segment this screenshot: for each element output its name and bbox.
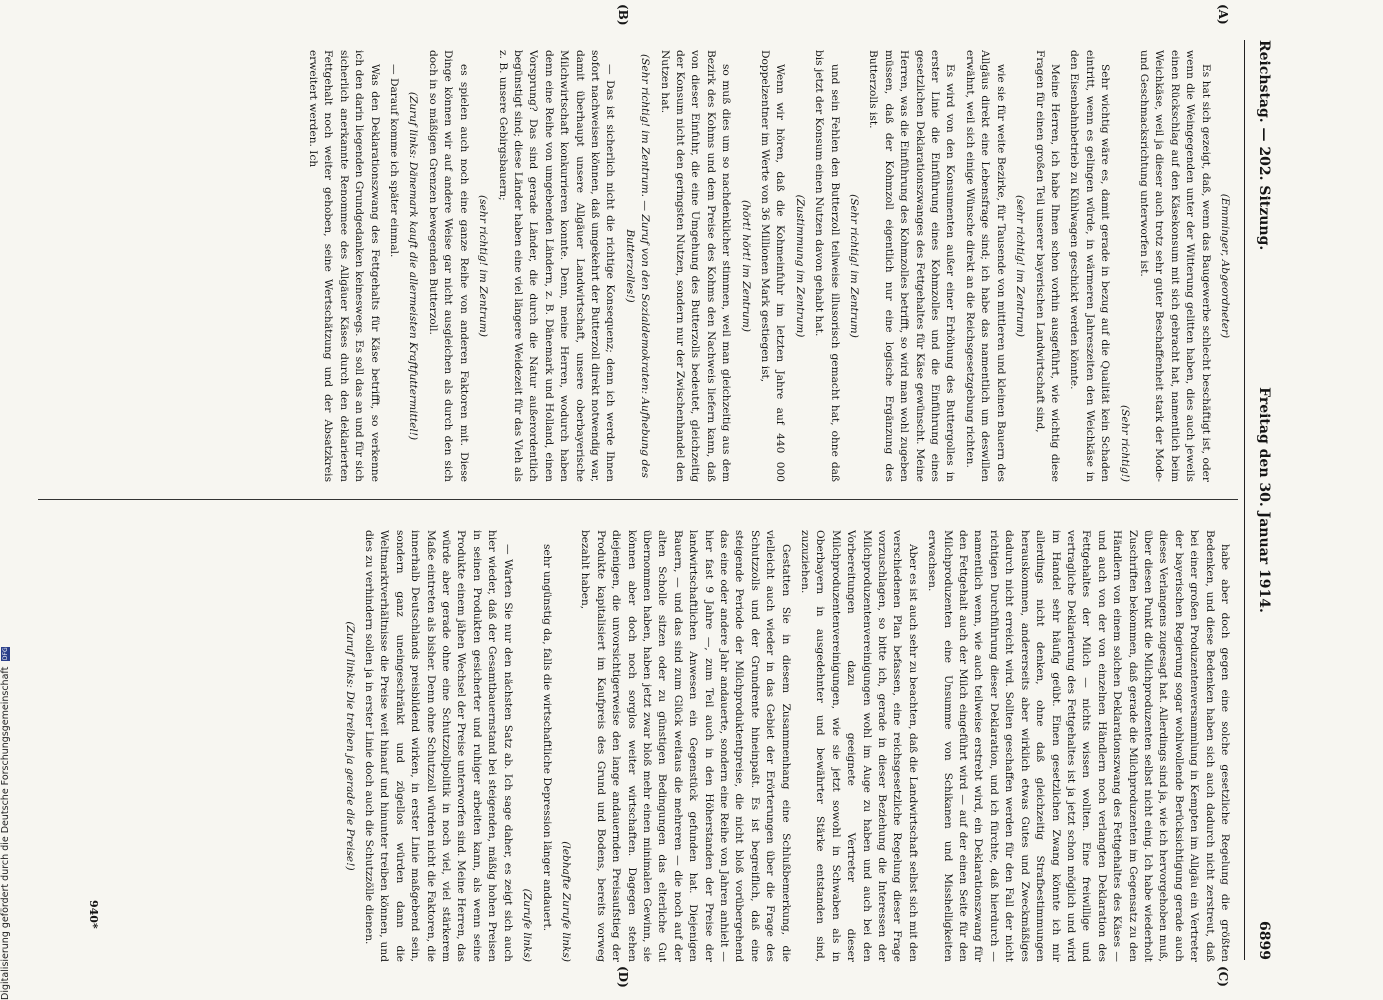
- credit-text: Digitalisierung gefördert durch die Deutsche Forschungsgemeinschaft: [0, 666, 11, 1000]
- paragraph: Meine Herren, ich habe Ihnen schon vorhin ausgeführt, wie wichtig diese Fragen für einen großen Teil unserer bayerischen Landwirtschaft sind,: [1033, 50, 1061, 482]
- paragraph: — Darauf komme ich später einmal.: [388, 64, 401, 258]
- paragraph: Es wird von den Konsumenten außer einer Erhöhung des Buttergolles in erster Linie die Einführung eines Kohmzolles und die Einführung eines gesetzlichen Deklarationszwanges des Fettgehaltes für Käse gewünscht. Meine Herren, was die Einführung des Kohmzolles betrifft, so wird man wohl zugeben müssen, daß der Kohmzoll eigentlich nur eine logische Ergänzung des Butterzolls ist.: [867, 50, 957, 482]
- paragraph: es spielen auch noch eine ganze Reihe von anderen Faktoren mit. Diese Dinge können wir auf andere Weise gar nicht ausgleichen als durch den sich doch in so mäßigen Grenzen bewegenden Butterzoll.: [426, 50, 470, 482]
- interjection: (Sehr richtig! im Zentrum): [848, 194, 861, 338]
- interjection: (Sehr richtig!): [1118, 405, 1131, 482]
- interjection: (sehr richtig! im Zentrum): [1014, 195, 1027, 337]
- interjection: (sehr richtig! im Zentrum): [477, 195, 490, 337]
- header-rule: [1244, 40, 1245, 960]
- margin-letter-b: (B): [616, 4, 630, 26]
- paragraph: Sehr wichtig wäre es, damit gerade in bezug auf die Qualität kein Schaden eintritt, wenn es gelingen würde, in wärmeren Jahreszeiten den Weichkäse in den Eisenbahnbetrieb zu Kühlwagen geschickt werden könnte.: [1068, 50, 1112, 482]
- column-divider: [38, 499, 1238, 500]
- margin-letter-c: (C): [1216, 966, 1230, 987]
- paragraph: — Warten Sie nur den nächsten Satz ab. Ich sage daher, es zeigt sich auch hier wieder, daß der Gesamtbauernstand bei steigenden, mäßig hohen Preisen in seinen Produkten gesicherter und ruhiger arbeiten kann, als wenn seine Produkte einem jähen Wechsel der Preise unterworfen sind. Meine Herren, das würde aber gerade ohne eine Schutzzollpolitik in noch viel, viel stärkerem Maße eintreten als bisher. Denn ohne Schutzzoll würden nicht die Faktoren, die innerhalb Deutschlands preisbildend wirken, in erster Linie maßgebend sein, sondern ganz uneingeschränkt und zügellos würden dann die Weltmarktverhältnisse die Preise weit hinauf und hinunter treiben können, und dies zu verhindern sollen ja in erster Linie doch auch die Schutzzölle dienen.: [363, 530, 514, 962]
- header-page-number: 6899: [1256, 921, 1272, 960]
- interjection: (Emminger, Abgeordneter): [1219, 193, 1231, 339]
- paragraph: wie sie für weite Bezirke, für Tausende von mittleren und kleinen Bauern des Allgäus direkt eine Lebensfrage sind; ich habe das namentlich um deswillen erwähnt, weil sich einige Wünsche direkt an die Reichsgesetzgebung richten.: [963, 50, 1007, 482]
- margin-letter-d: (D): [616, 966, 630, 988]
- paragraph: Es hat sich gezeigt, daß, wenn das Baugewerbe schlecht beschäftigt ist, oder wenn die Weingegenden unter der Witterung gelitten haben, dies auch jeweils einen Rückschlag auf den Käsekonsum mit sich gebracht hat, namentlich beim Weichkäse, weil ja dieser auch trotz sehr guter Beschaffenheit stark der Mode- und Geschmacksrichtung unterworfen ist.: [1137, 50, 1212, 482]
- paragraph: habe aber doch gegen eine solche gesetzliche Regelung die größten Bedenken, und diese Bedenken haben sich auch dadurch nicht zerstreut, daß bei einer großen Produzentenversammlung in Kempten im Allgäu ein Vertreter der bayerischen Regierung sogar wohlwollende Berücksichtigung gerade auch dieses Verlangens zugesagt hat. Allerdings sind ja, wie ich hervorgehoben muß, über diesen Punkt die Milchproduzenten selbst nicht einig. Ich habe wiederholt Zuschriften bekommen, daß gerade die Milchproduzenten im Gegensatz zu den Händlern von einem solchen Deklarationszwang des Fettgehaltes des Käses — und auch von der von einzelnen Händlern noch verlangten Deklaration des Fettgehaltes der Milch — nichts wissen wollten. Eine freiwillige und vertragliche Deklarierung des Fettgehaltes ist ja jetzt schon möglich und wird im Handel sehr häufig geübt. Einen gesetzlichen Zwang könnte ich mir allerdings nicht denken, ohne daß gleichzeitig Strafbestimmungen herauskommen, andererseits aber wirklich etwas Gutes und Zweckmäßiges dadurch nicht erreicht wird. Sollten geschaffen werden für den Fall der nicht richtigen Durchführung dieser Deklaration, und ich fürchte, daß hierdurch — namentlich wenn, wie auch teilweise erstrebt wird, ein Deklarationszwang für den Fettgehalt auch der Milch eingeführt wird — auf der einen Seite für den Milchproduzenten eine Unsumme von Schikanen und Misshelligkeiten erwachsen.: [926, 530, 1231, 962]
- interjection: (Zuruf links: Dänemark kauft die allermeisten Kraftfuttermittel!): [407, 91, 420, 441]
- margin-letter-a: (A): [1216, 4, 1230, 25]
- running-header: [1248, 40, 1272, 960]
- header-left: Reichstag. — 202. Sitzung.: [1256, 40, 1272, 251]
- interjection: (hört! hört! im Zentrum): [739, 199, 752, 332]
- interjection: (Zurufe links): [521, 888, 534, 962]
- interjection: (Zuruf links: Die treiben ja gerade die Preise!): [343, 621, 356, 871]
- paragraph: Wenn wir hören, daß die Kohmeinfuhr im letzten Jahre auf 440 000 Doppelzentner im Werte von 36 Millionen Mark gestiegen ist,: [759, 50, 787, 482]
- digitization-credit: [0, 0, 14, 1000]
- paragraph: — Das ist sicherlich nicht die richtige Konsequenz; denn ich werde Ihnen sofort nachweisen können, daß umgekehrt der Butterzoll direkt notwendig war, damit überhaupt unsere Allgäuer Landwirtschaft, unsere oberbayerische Milchwirtschaft konkurrieren konnte. Denn, meine Herren, wodurch haben denn eine Reihe von umgebenden Ländern, z. B. Dänemark und Holland, einen Vorsprung? Das sind gerade Länder, die durch die Natur außerordentlich begünstigt sind; diese Länder haben eine viel längere Weidezeit für das Vieh als z. B. unsere Gebirgsbauern;: [496, 50, 617, 482]
- right-text-column: [42, 530, 1232, 962]
- header-center: Freitag den 30. Januar 1914.: [1256, 387, 1272, 613]
- paragraph: sehr ungünstig da, falls die wirtschaftliche Depression länger andauert.: [540, 544, 553, 932]
- paragraph: und sein Fehlen den Butterzoll teilweise illusorisch gemacht hat, ohne daß bis jetzt der Konsum einen Nutzen davon gehabt hat.: [813, 50, 841, 482]
- interjection: (Zustimmung im Zentrum): [793, 194, 806, 338]
- paragraph: so muß dies um so nachdenklicher stimmen, weil man gleichzeitig aus dem Bezirk des Kohms und dem Preise des Kohms den Nachweis liefern kann, daß von dieser Einfuhr, die eine Umgehung des Butterzolls bedeutet, gleichzeitig der Konsum nicht den geringsten Nutzen, sondern nur der Zwischenhandel den Nutzen hat.: [658, 50, 733, 482]
- left-text-column: [42, 50, 1232, 482]
- interjection: (Sehr richtig! im Zentrum. — Zuruf von den Sozialdemokraten: Aufhebung des Butterzolles!): [623, 54, 652, 478]
- interjection: (lebhafte Zurufe links): [559, 841, 572, 962]
- paragraph: Was den Deklarationszwang des Fettgehalts für Käse betrifft, so verkenne ich den darin liegenden Grundgedanken keineswegs. Es soll das an und für sich sicherlich anerkannte Renommee des Allgäuer Käses durch den deklarierten Fettgehalt noch weiter gehoben, seine Wertschätzung und der Absatzkreis erweitert werden. Ich: [307, 50, 381, 482]
- paragraph: Aber es ist auch sehr zu beachten, daß die Landwirtschaft selbst sich mit den verschiedenen Plan befassen, eine reichsgesetzliche Regelung dieser Frage vorzuschlagen, so bitte ich, gerade in dieser Beziehung die Interessen der Milchproduzentenvereinigungen wohl im Auge zu haben und auch bei den Vorbereitungen dazu geeignete Vertreter dieser Milchproduzentenvereinigungen, wie sie jetzt sowohl in Schwaben als in Oberbayern in ausgedehnter und bewährter Stärke entstanden sind, zuzuziehen.: [799, 530, 919, 962]
- page-footer-number: 940*: [87, 900, 100, 929]
- paragraph: Gestatten Sie in diesem Zusammenhang eine Schlußbemerkung, die vielleicht auch wieder in das Gebiet der Erörterungen über die Frage des Schutzzolls und der Grundrente hineinpaßt. Es ist begreiflich, daß eine steigende Periode der Milchproduktentpreise, die nicht bloß vorübergehend das eine oder andere Jahr andauerte, sondern eine Reihe von Jahren anhielt — hier fast 9 Jahre —, zum Teil auch in den Höherstanden der Preise der landwirtschaftlichen Anwesen ein Gegenstück gefunden hat. Diejenigen Bauern, — und das sind zum Glück weitaus die mehreren — die noch auf der alten Scholle sitzen oder zu günstigen Bedingungen das elterliche Gut übernommen haben, haben jetzt zwar bloß mehr einen minimalen Gewinn, sie können aber doch noch sorglos weiter wirtschaften. Dagegen stehen diejenigen, die unvorsichtigerweise den lange andauernden Preisaufstieg der Produkte kapitalisiert im Kaufpreis des Grund und Bodens, bereits vorweg bezahlt haben,: [579, 530, 792, 962]
- dfg-logo: DFG: [2, 647, 9, 661]
